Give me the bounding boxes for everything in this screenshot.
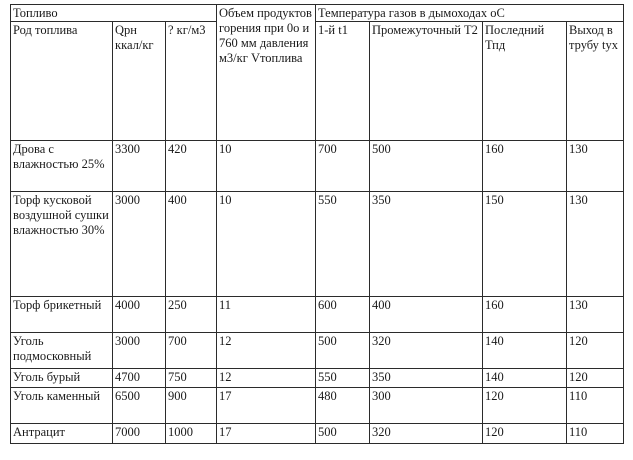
tpd-header: Последний Тпд [483, 22, 567, 141]
qrn-header: Qрн ккал/кг [113, 22, 166, 141]
density-cell: 1000 [166, 424, 217, 444]
t1-cell: 480 [316, 388, 370, 424]
fuel-name-cell: Торф брикетный [11, 297, 113, 333]
column-header-row [11, 22, 624, 141]
t2-header: Промежуточный Т2 [370, 22, 483, 141]
t1-header: 1-й t1 [316, 22, 370, 141]
qrn-cell: 4000 [113, 297, 166, 333]
tpd-cell: 120 [483, 388, 567, 424]
tpd-cell: 140 [483, 369, 567, 388]
tyx-cell: 130 [567, 141, 624, 192]
tpd-cell: 140 [483, 333, 567, 369]
density-cell: 750 [166, 369, 217, 388]
fuel-name-cell: Уголь подмосковный [11, 333, 113, 369]
qrn-cell: 6500 [113, 388, 166, 424]
group-header-row [11, 5, 624, 22]
fuel-name-cell: Антрацит [11, 424, 113, 444]
t1-cell: 550 [316, 369, 370, 388]
t2-cell: 320 [370, 424, 483, 444]
tyx-cell: 110 [567, 424, 624, 444]
tyx-cell: 130 [567, 192, 624, 297]
tyx-cell: 110 [567, 388, 624, 424]
t2-cell: 300 [370, 388, 483, 424]
tpd-cell: 160 [483, 297, 567, 333]
temperature-group-header: Температура газов в дымоходах оС [316, 5, 624, 22]
density-cell: 900 [166, 388, 217, 424]
volume-header: Объем продуктов горения при 0о и 760 мм давления м3/кг Vтоплива [217, 5, 316, 141]
fuel-properties-table [10, 4, 624, 444]
tpd-cell: 150 [483, 192, 567, 297]
density-cell: 400 [166, 192, 217, 297]
fuel-type-header: Род топлива [11, 22, 113, 141]
volume-cell: 10 [217, 141, 316, 192]
fuel-name-cell: Уголь каменный [11, 388, 113, 424]
qrn-cell: 3000 [113, 333, 166, 369]
t2-cell: 500 [370, 141, 483, 192]
qrn-cell: 3000 [113, 192, 166, 297]
fuel-name-cell: Торф кусковой воздушной сушки влажностью 30% [11, 192, 113, 297]
volume-cell: 12 [217, 369, 316, 388]
volume-cell: 17 [217, 388, 316, 424]
table-row [11, 388, 624, 424]
fuel-group-header: Топливо [11, 5, 217, 22]
qrn-cell: 4700 [113, 369, 166, 388]
tyx-cell: 120 [567, 369, 624, 388]
qrn-cell: 3300 [113, 141, 166, 192]
volume-cell: 12 [217, 333, 316, 369]
table-row [11, 369, 624, 388]
table-row [11, 424, 624, 444]
density-header: ? кг/м3 [166, 22, 217, 141]
t1-cell: 500 [316, 424, 370, 444]
t2-cell: 350 [370, 369, 483, 388]
tpd-cell: 160 [483, 141, 567, 192]
density-cell: 250 [166, 297, 217, 333]
t1-cell: 600 [316, 297, 370, 333]
t1-cell: 550 [316, 192, 370, 297]
density-cell: 420 [166, 141, 217, 192]
table-row [11, 297, 624, 333]
fuel-name-cell: Дрова с влажностью 25% [11, 141, 113, 192]
qrn-cell: 7000 [113, 424, 166, 444]
fuel-name-cell: Уголь бурый [11, 369, 113, 388]
volume-cell: 11 [217, 297, 316, 333]
density-cell: 700 [166, 333, 217, 369]
t2-cell: 320 [370, 333, 483, 369]
t1-cell: 700 [316, 141, 370, 192]
t2-cell: 350 [370, 192, 483, 297]
t1-cell: 500 [316, 333, 370, 369]
tyx-header: Выход в трубу tух [567, 22, 624, 141]
volume-cell: 17 [217, 424, 316, 444]
t2-cell: 400 [370, 297, 483, 333]
table-row [11, 141, 624, 192]
tyx-cell: 130 [567, 297, 624, 333]
table-row [11, 192, 624, 297]
tyx-cell: 120 [567, 333, 624, 369]
volume-cell: 10 [217, 192, 316, 297]
table-row [11, 333, 624, 369]
tpd-cell: 120 [483, 424, 567, 444]
